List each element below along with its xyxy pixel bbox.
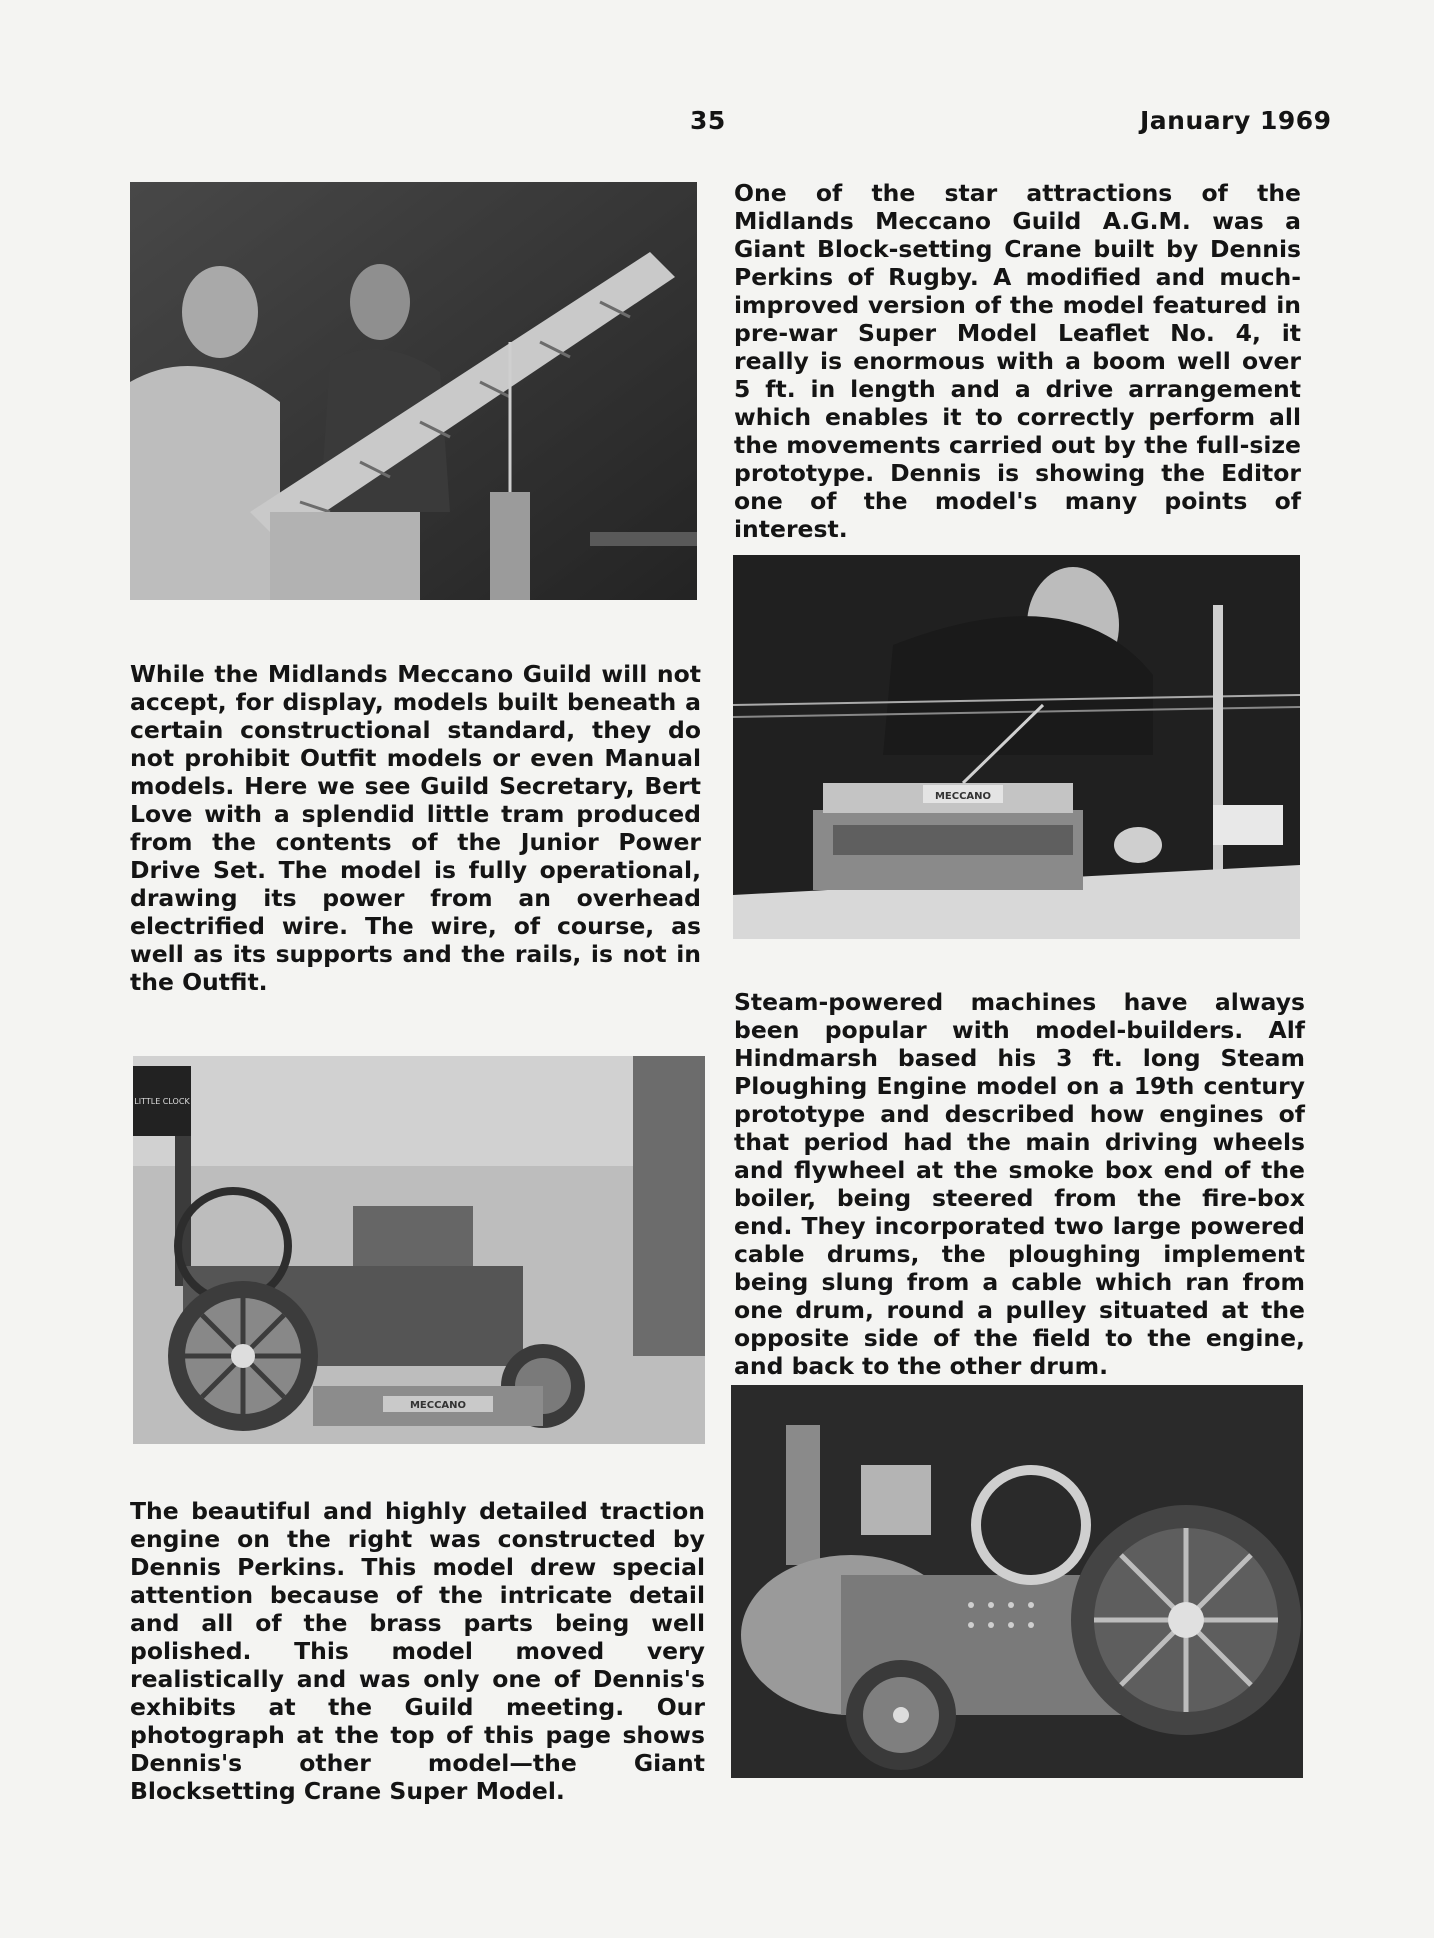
poster-text: LITTLE CLOCK xyxy=(134,1097,190,1106)
tram-sign: MECCANO xyxy=(934,791,992,802)
caption-tram: While the Midlands Meccano Guild will not accept, for display, models built beneath a certain constructional standard, they do not prohibit Outfit models or even Manual models. Here we see Guild Secretary, Bert Love with a splendid little tram produced from the contents of the Junior Power Drive Set. The model is fully operational, drawing its power from an overhead electrified wire. The wire, of course, as well as its supports and the rails, is not in the Outfit. xyxy=(130,660,701,996)
photo-crane xyxy=(130,182,697,600)
caption-ploughing-engine: Steam-powered machines have always been popular with model-builders. Alf Hindmarsh based his 3 ft. long Steam Ploughing Engine model on a 19th century prototype and described how engines of that period had the main driving wheels and flywheel at the smoke box end of the boiler, being steered from the fire-box end. They incorporated two large powered cable drums, the ploughing implement being slung from a cable which ran from one drum, round a pulley situated at the opposite side of the field to the engine, and back to the other drum. xyxy=(734,988,1305,1380)
photo-traction-engine xyxy=(731,1385,1303,1778)
caption-traction-engine: The beautiful and highly detailed traction engine on the right was constructed by Dennis Perkins. This model drew special attention because of the intricate detail and all of the brass parts being well polished. This model moved very realistically and was only one of Dennis's exhibits at the Guild meeting. Our photograph at the top of this page shows Dennis's other model—the Giant Blocksetting Crane Super Model. xyxy=(130,1497,705,1805)
ploughing-sign: MECCANO xyxy=(409,1400,467,1411)
caption-crane: One of the star attractions of the Midlands Meccano Guild A.G.M. was a Giant Block-setting Crane built by Dennis Perkins of Rugby. A modified and much-improved version of the model featured in pre-war Super Model Leaflet No. 4, it really is enormous with a boom well over 5 ft. in length and a drive arrangement which enables it to correctly perform all the movements carried out by the full-size prototype. Dennis is showing the Editor one of the model's many points of interest. xyxy=(734,179,1301,543)
photo-ploughing-engine xyxy=(133,1056,705,1444)
page-number: 35 xyxy=(690,106,726,135)
issue-date: January 1969 xyxy=(1140,106,1332,135)
photo-tram xyxy=(733,555,1300,939)
